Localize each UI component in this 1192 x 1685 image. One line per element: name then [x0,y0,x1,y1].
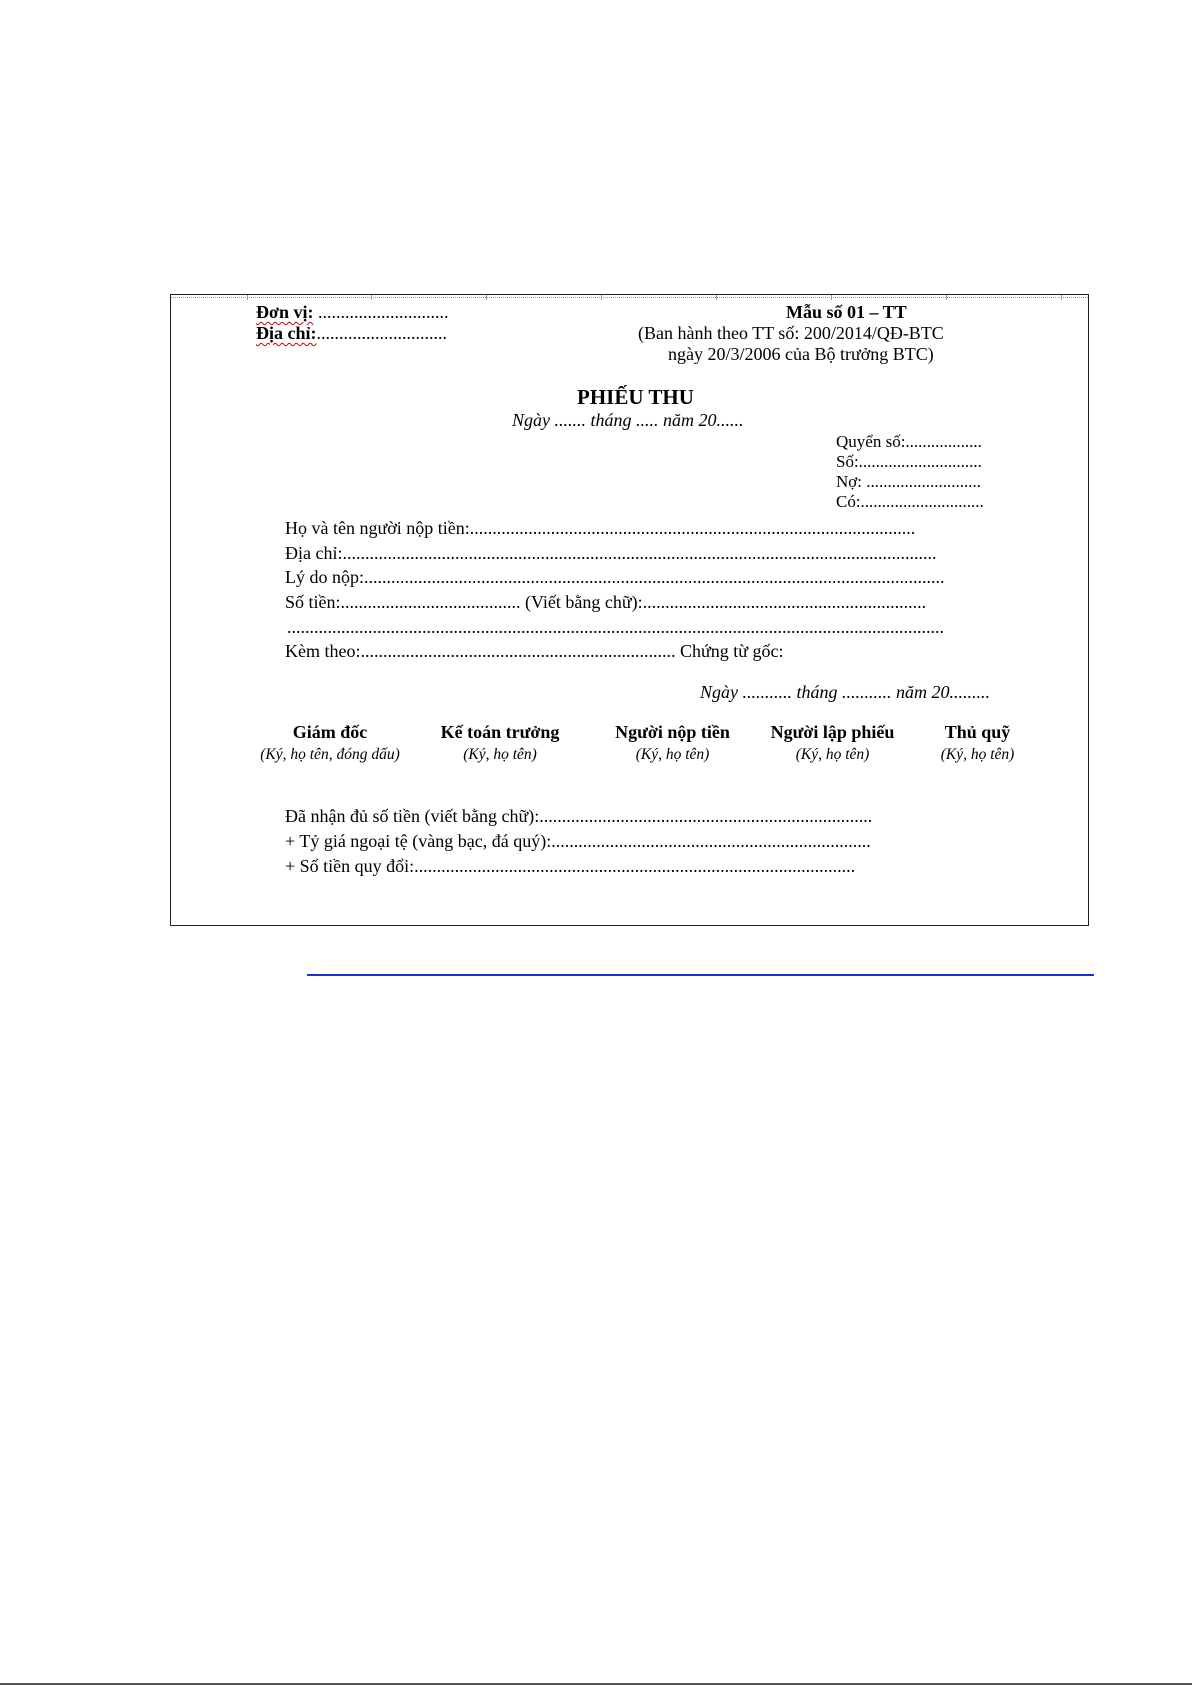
form-code: Mẫu số 01 – TT [786,302,907,322]
title-date-line: Ngày ....... tháng ..... năm 20...... [512,410,744,430]
ruler-tick [371,295,372,300]
signature-note: (Ký, họ tên) [463,746,537,763]
signature-role: Giám đốc [292,722,368,742]
ruler-tick [247,295,248,300]
signature-director [260,722,400,764]
exchange-rate-field: + Tỷ giá ngoại tệ (vàng bạc, đá quý):....................................................................... [285,831,871,851]
signature-role: Người lập phiếu [770,722,895,742]
address-header-dots: ............................. [316,323,447,343]
issued-line-1: (Ban hành theo TT số: 200/2014/QĐ-BTC [638,323,944,343]
amount-continuation: .................................................................................................................................................. [287,617,944,637]
received-amount-field: Đã nhận đủ số tiền (viết bằng chữ):.......................................................................... [285,806,873,826]
signature-chief-accountant [415,722,585,764]
address-header-label: Địa chỉ: [256,323,317,343]
converted-amount-field: + Số tiền quy đổi:.................................................................................................. [285,856,856,876]
payer-name-field: Họ và tên người nộp tiền:................................................................................................... [285,518,916,538]
signature-preparer [755,722,910,764]
attachments-field: Kèm theo:...................................................................... Chứng từ gốc: [285,641,784,661]
payment-reason-field: Lý do nộp:................................................................................................................................. [285,567,945,587]
signature-note: (Ký, họ tên) [795,746,870,763]
signature-role: Người nộp tiền [615,722,730,742]
signature-note: (Ký, họ tên, đóng dấu) [260,746,400,763]
unit-label: Đơn vị: [256,302,314,322]
unit-dots: ............................. [313,302,449,322]
signature-role: Kế toán trưởng [440,722,560,742]
voucher-number: Số:............................. [836,452,982,471]
unit-line [256,302,448,323]
signature-cashier [920,722,1035,764]
issued-line-2: ngày 20/3/2006 của Bộ trưởng BTC) [668,344,934,364]
ruler-tick [601,295,602,300]
book-number: Quyển số:.................. [836,432,982,451]
signature-note: (Ký, họ tên) [940,746,1015,763]
credit-account: Có:............................. [836,492,984,511]
signature-payer [595,722,750,764]
address-header-line [256,323,447,344]
ruler-tick [946,295,947,300]
ruler-tick [716,295,717,300]
signing-date: Ngày ........... tháng ........... năm 20......... [700,682,990,702]
signature-note: (Ký, họ tên) [635,746,710,763]
amount-field: Số tiền:........................................ (Viết bằng chữ):............................................................... [285,592,927,612]
ruler-line [171,297,1088,298]
debit-account: Nợ: ........................... [836,472,981,491]
signature-role: Thủ quỹ [944,722,1011,742]
payer-address-field: Địa chỉ:.................................................................................................................................... [285,543,937,563]
ruler-tick [486,295,487,300]
page-title: PHIẾU THU [577,385,694,409]
hyperlink-underline[interactable] [307,974,1094,976]
ruler-tick [1061,295,1062,300]
ruler-tick [831,295,832,300]
